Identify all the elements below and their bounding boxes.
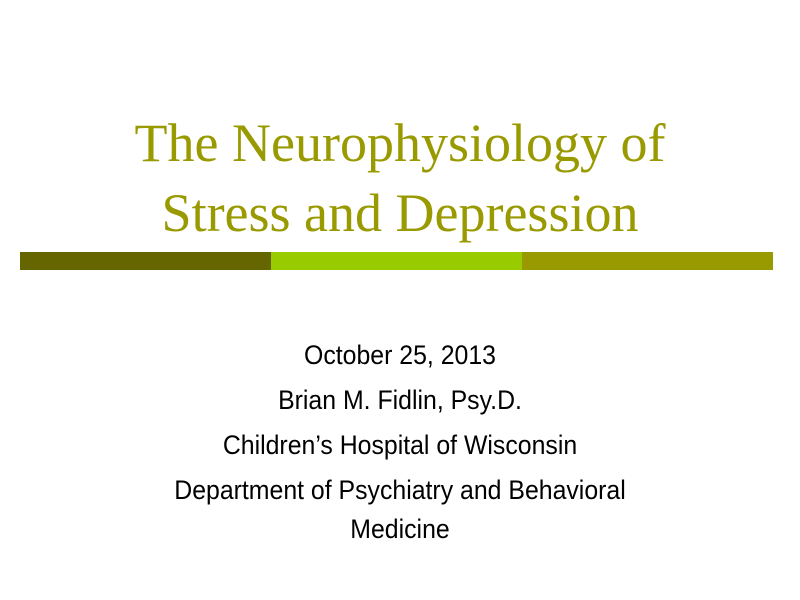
decorative-divider-bar: [20, 252, 773, 270]
department-line-1: Department of Psychiatry and Behavioral: [174, 475, 626, 505]
divider-segment-olive: [522, 252, 773, 270]
divider-segment-lime: [271, 252, 522, 270]
title-line-2: Stress and Depression: [161, 183, 639, 243]
presenter-affiliation: Children’s Hospital of Wisconsin: [222, 430, 578, 460]
slide-title: [0, 108, 800, 248]
title-line-1: The Neurophysiology of: [134, 113, 666, 173]
presentation-date: October 25, 2013: [304, 340, 496, 370]
slide-subtitle: [32, 336, 768, 549]
divider-segment-dark-olive: [20, 252, 271, 270]
presenter-name: Brian M. Fidlin, Psy.D.: [278, 385, 522, 415]
department-line-2: Medicine: [350, 514, 450, 544]
